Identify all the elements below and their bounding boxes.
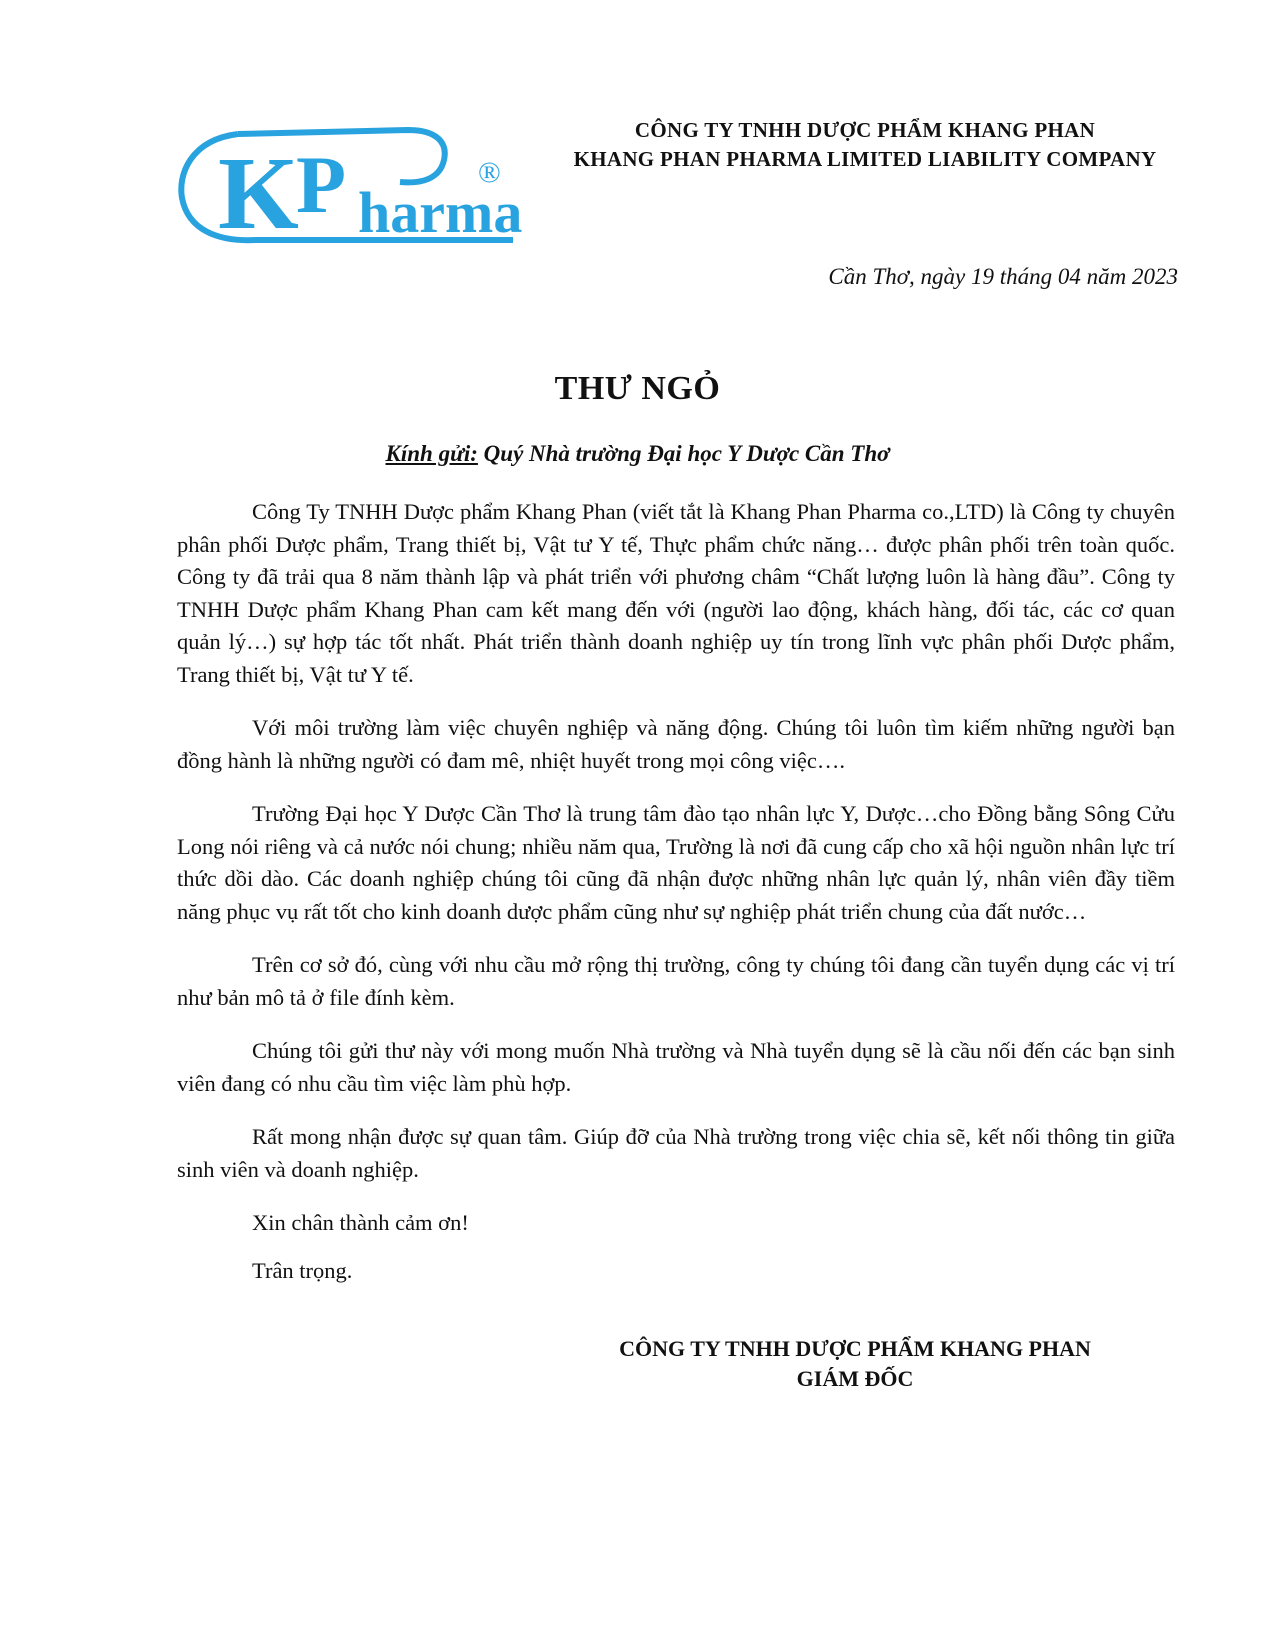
body-paragraph: Với môi trường làm việc chuyên nghiệp và năng động. Chúng tôi luôn tìm kiếm những người bạn đồng hành là những người có đam mê, nhiệt huyết trong mọi công việc…. <box>177 715 1175 773</box>
closing-thanks: Xin chân thành cảm ơn! <box>252 1210 469 1235</box>
logo-letter-p: P <box>296 139 347 230</box>
date-line: Cần Thơ, ngày 19 tháng 04 năm 2023 <box>828 264 1178 289</box>
letter-title: THƯ NGỎ <box>554 370 721 407</box>
body-paragraph: Rất mong nhận được sự quan tâm. Giúp đỡ của Nhà trường trong việc chia sẽ, kết nối thông tin giữa sinh viên và doanh nghiệp. <box>177 1124 1175 1182</box>
letter-body <box>177 496 1175 1302</box>
signature-company: CÔNG TY TNHH DƯỢC PHẨM KHANG PHAN <box>619 1336 1091 1361</box>
signature-position: GIÁM ĐỐC <box>796 1366 914 1391</box>
body-paragraph: Công Ty TNHH Dược phẩm Khang Phan (viết tắt là Khang Phan Pharma co.,LTD) là Công ty chuyên phân phối Dược phẩm, Trang thiết bị, Vật tư Y tế, Thực phẩm chức năng… được phân phối trên toàn quốc. Công ty đã trải qua 8 năm thành lập và phát triển với phương châm “Chất lượng luôn là hàng đầu”. Công ty TNHH Dược phẩm Khang Phan cam kết mang đến với (người lao động, khách hàng, đối tác, các cơ quan quản lý…) sự hợp tác tốt nhất. Phát triển thành doanh nghiệp uy tín trong lĩnh vực phân phối Dược phẩm, Trang thiết bị, Vật tư Y tế. <box>177 499 1175 687</box>
salutation-label: Kính gửi: <box>385 441 478 466</box>
closing-regards: Trân trọng. <box>252 1257 353 1283</box>
body-paragraph: Trên cơ sở đó, cùng với nhu cầu mở rộng thị trường, công ty chúng tôi đang cần tuyển dụng các vị trí như bản mô tả ở file đính kèm. <box>177 952 1175 1010</box>
signature-block <box>555 1334 1155 1394</box>
body-paragraph: Chúng tôi gửi thư này với mong muốn Nhà trường và Nhà tuyển dụng sẽ là cầu nối đến các bạn sinh viên đang có nhu cầu tìm việc làm phù hợp. <box>177 1038 1175 1096</box>
logo-text-harma: harma <box>358 180 523 245</box>
registered-mark: ® <box>478 156 501 189</box>
company-name-en: KHANG PHAN PHARMA LIMITED LIABILITY COMPANY <box>573 147 1157 171</box>
company-header <box>555 116 1175 174</box>
salutation <box>0 441 1275 467</box>
company-name-vn: CÔNG TY TNHH DƯỢC PHẨM KHANG PHAN <box>634 118 1096 142</box>
kp-pharma-logo <box>178 120 528 260</box>
salutation-recipient: Quý Nhà trường Đại học Y Dược Cần Thơ <box>477 441 890 466</box>
body-paragraph: Trường Đại học Y Dược Cần Thơ là trung tâm đào tạo nhân lực Y, Dược…cho Đồng bằng Sông Cửu Long nói riêng và cả nước nói chung; nhiều năm qua, Trường là nơi đã cung cấp cho xã hội nguồn nhân lực trí thức dồi dào. Các doanh nghiệp chúng tôi cũng đã nhận được những nhân lực quản lý, nhân viên đầy tiềm năng phục vụ rất tốt cho kinh doanh dược phẩm cũng như sự nghiệp phát triển chung của đất nước… <box>177 801 1175 924</box>
logo-letter-k: K <box>218 136 299 251</box>
